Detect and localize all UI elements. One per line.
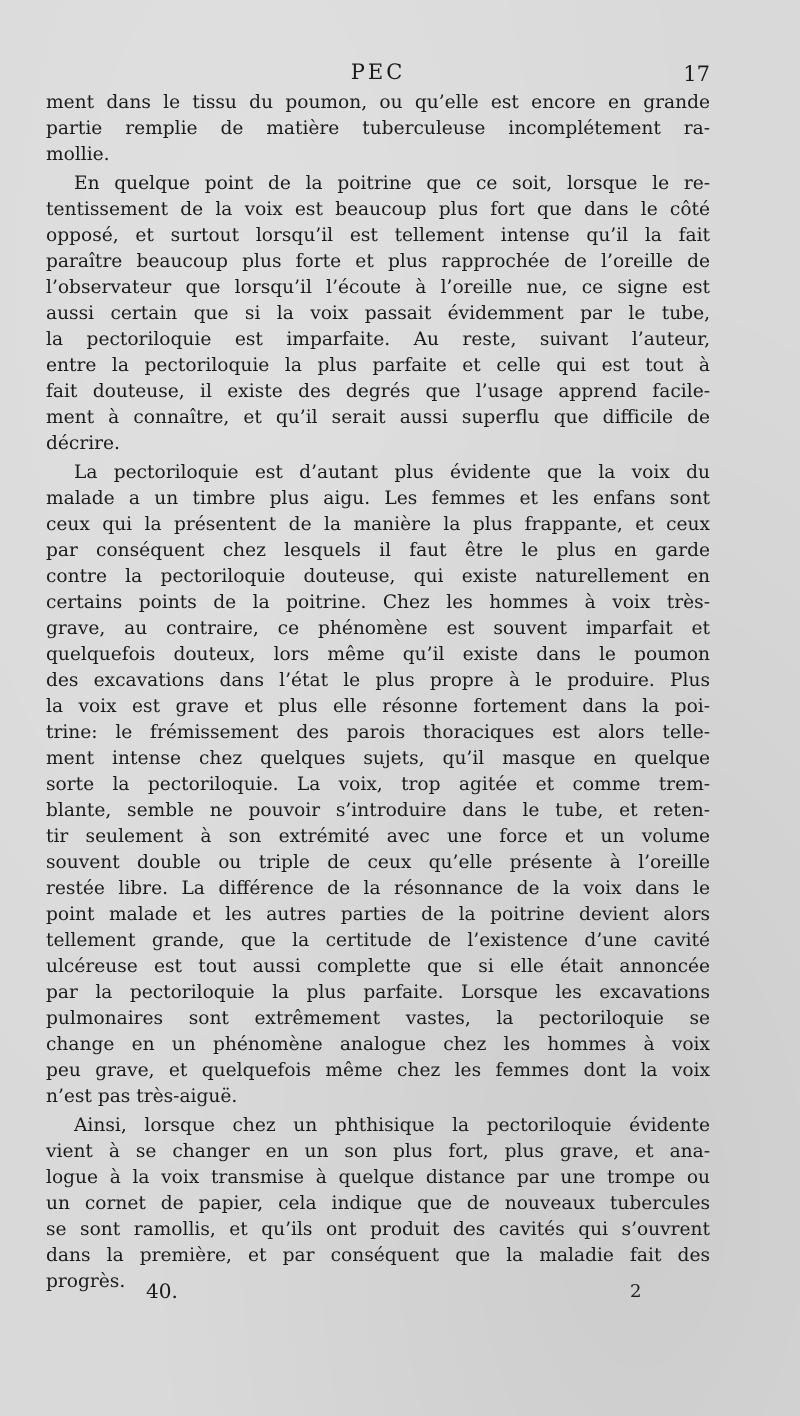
- text-line: logue à la voix transmise à quelque distance par une trompe ou: [46, 1167, 710, 1188]
- text-line: quelquefois douteux, lors même qu’il existe dans le poumon: [46, 644, 710, 665]
- text-line: par la pectoriloquie la plus parfaite. Lorsque les excavations: [46, 982, 710, 1003]
- text-line: des excavations dans l’état le plus propre à le produire. Plus: [46, 670, 710, 691]
- text-line: Ainsi, lorsque chez un phthisique la pectoriloquie évidente: [74, 1115, 710, 1136]
- text-line: tir seulement à son extrémité avec une force et un volume: [46, 826, 710, 847]
- text-line: pulmonaires sont extrêmement vastes, la pectoriloquie se: [46, 1008, 710, 1029]
- text-line: malade a un timbre plus aigu. Les femmes et les enfans sont: [46, 488, 710, 509]
- text-line: ceux qui la présentent de la manière la plus frappante, et ceux: [46, 514, 710, 535]
- text-line: La pectoriloquie est d’autant plus évidente que la voix du: [74, 462, 710, 483]
- text-line: ment dans le tissu du poumon, ou qu’elle est encore en grande: [46, 92, 710, 113]
- text-line: l’observateur que lorsqu’il l’écoute à l’oreille nue, ce signe est: [46, 277, 710, 298]
- text-line: paraître beaucoup plus forte et plus rapprochée de l’oreille de: [46, 251, 710, 272]
- text-line: se sont ramollis, et qu’ils ont produit des cavités qui s’ouvrent: [46, 1219, 710, 1240]
- text-line: tentissement de la voix est beaucoup plus fort que dans le côté: [46, 199, 710, 220]
- text-line: la pectoriloquie est imparfaite. Au reste, suivant l’auteur,: [46, 329, 710, 350]
- text-line: point malade et les autres parties de la poitrine devient alors: [46, 904, 710, 925]
- text-line: opposé, et surtout lorsqu’il est tellement intense qu’il la fait: [46, 225, 710, 246]
- text-line: fait douteuse, il existe des degrés que l’usage apprend facile-: [46, 381, 710, 402]
- text-line: mollie.: [46, 144, 110, 165]
- text-line: blante, semble ne pouvoir s’introduire dans le tube, et reten-: [46, 800, 710, 821]
- text-line: souvent double ou triple de ceux qu’elle présente à l’oreille: [46, 852, 710, 873]
- text-line: certains points de la poitrine. Chez les hommes à voix très-: [46, 592, 710, 613]
- text-line: ment à connaître, et qu’il serait aussi superflu que difficile de: [46, 407, 710, 428]
- text-line: trine: le frémissement des parois thoraciques est alors telle-: [46, 722, 710, 743]
- text-line: entre la pectoriloquie la plus parfaite et celle qui est tout à: [46, 355, 710, 376]
- running-title: PEC: [350, 60, 406, 84]
- text-line: aussi certain que si la voix passait évidemment par le tube,: [46, 303, 710, 324]
- text-line: sorte la pectoriloquie. La voix, trop agitée et comme trem-: [46, 774, 710, 795]
- text-line: ment intense chez quelques sujets, qu’il masque en quelque: [46, 748, 710, 769]
- body-text: [46, 90, 710, 1295]
- text-line: progrès.: [46, 1271, 126, 1292]
- running-head: [46, 58, 710, 88]
- folio-number: 2: [630, 1281, 642, 1302]
- text-line: par conséquent chez lesquels il faut être le plus en garde: [46, 540, 710, 561]
- text-line: peu grave, et quelquefois même chez les femmes dont la voix: [46, 1060, 710, 1081]
- page-number: 17: [683, 62, 710, 86]
- text-line: partie remplie de matière tuberculeuse incomplétement ra-: [46, 118, 710, 139]
- text-line: la voix est grave et plus elle résonne fortement dans la poi-: [46, 696, 710, 717]
- text-line: n’est pas très-aiguë.: [46, 1086, 238, 1107]
- text-line: restée libre. La différence de la résonnance de la voix dans le: [46, 878, 710, 899]
- text-line: change en un phénomène analogue chez les hommes à voix: [46, 1034, 710, 1055]
- text-line: dans la première, et par conséquent que la maladie fait des: [46, 1245, 710, 1266]
- text-line: tellement grande, que la certitude de l’existence d’une cavité: [46, 930, 710, 951]
- text-line: contre la pectoriloquie douteuse, qui existe naturellement en: [46, 566, 710, 587]
- text-line: vient à se changer en un son plus fort, plus grave, et ana-: [46, 1141, 710, 1162]
- text-line: grave, au contraire, ce phénomène est souvent imparfait et: [46, 618, 710, 639]
- page-footer: [46, 1279, 710, 1309]
- text-line: ulcéreuse est tout aussi complette que si elle était annoncée: [46, 956, 710, 977]
- signature-mark: 40.: [146, 1279, 178, 1303]
- text-line: décrire.: [46, 433, 120, 454]
- text-line: En quelque point de la poitrine que ce soit, lorsque le re-: [74, 173, 710, 194]
- text-line: un cornet de papier, cela indique que de nouveaux tubercules: [46, 1193, 710, 1214]
